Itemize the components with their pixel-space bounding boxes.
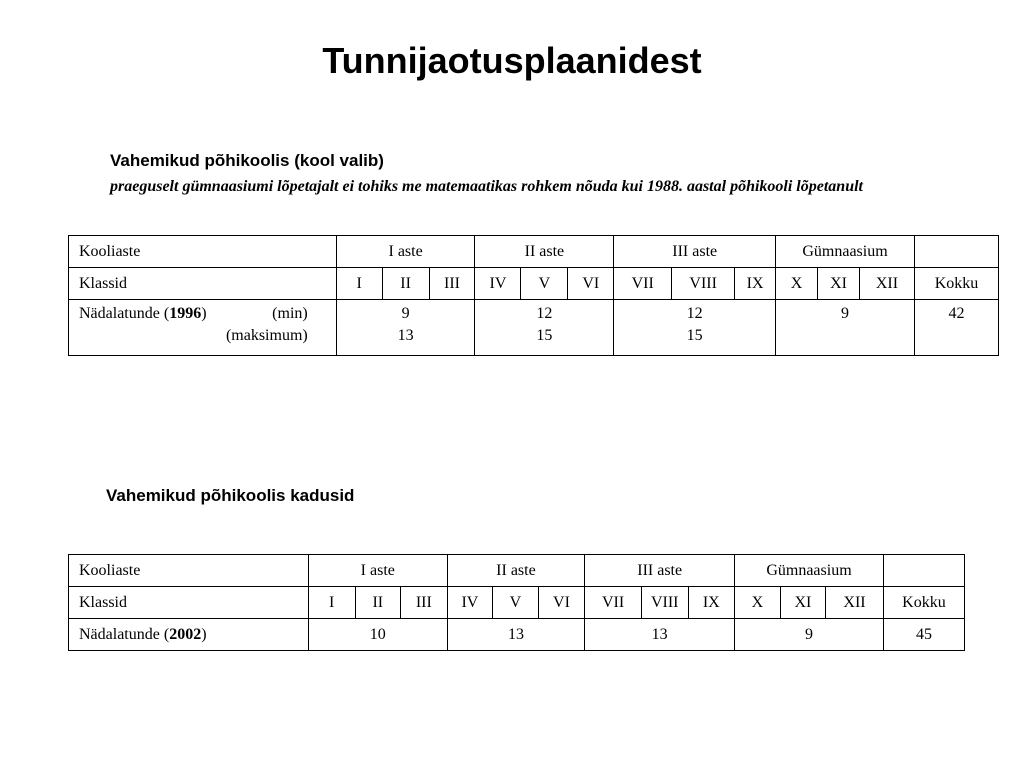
hours-range-cell: 9 13 (336, 300, 475, 356)
total-label-cell: Kokku (914, 268, 998, 300)
stage-row (69, 555, 965, 587)
class-cell: III (429, 268, 475, 300)
max-label: (maksimum) (225, 327, 308, 344)
class-cell: VII (614, 268, 672, 300)
class-cell: V (493, 587, 539, 619)
class-row (69, 587, 965, 619)
class-cell: VII (585, 587, 642, 619)
hours-label-text: Nädalatunde (1996) (79, 305, 207, 322)
stage-cell: Gümnaasium (735, 555, 884, 587)
class-cell: II (382, 268, 429, 300)
hours-total-cell: 45 (883, 619, 964, 651)
hours-year: 2002 (169, 625, 202, 643)
hours-row-label: Nädalatunde (2002) (69, 619, 309, 651)
empty-cell (883, 555, 964, 587)
hours-row (69, 619, 965, 651)
class-cell: VI (538, 587, 585, 619)
stage-cell: II aste (475, 236, 614, 268)
stage-cell: I aste (336, 236, 475, 268)
hours-range-cell: 12 15 (475, 300, 614, 356)
stage-row (69, 236, 999, 268)
class-cell: XI (818, 268, 860, 300)
hours-value-cell: 13 (585, 619, 735, 651)
page-title: Tunnijaotusplaanidest (322, 40, 702, 81)
class-cell: VI (568, 268, 614, 300)
hours-value-cell: 13 (447, 619, 585, 651)
stage-cell: Gümnaasium (776, 236, 915, 268)
class-row-label: Klassid (69, 268, 337, 300)
hours-total-cell: 42 (914, 300, 998, 356)
hours-value-cell: 9 (735, 619, 884, 651)
hours-row-label (69, 300, 337, 356)
hours-value-cell: 10 (308, 619, 447, 651)
class-cell: IX (688, 587, 735, 619)
stage-row-label: Kooliaste (69, 555, 309, 587)
class-cell: XII (860, 268, 915, 300)
total-label-cell: Kokku (883, 587, 964, 619)
class-cell: V (521, 268, 568, 300)
section1-heading: Vahemikud põhikoolis (kool valib) (110, 151, 384, 170)
class-cell: III (401, 587, 448, 619)
hours-range-cell: 12 15 (614, 300, 776, 356)
hours-range-cell: 9 (776, 300, 915, 356)
class-row (69, 268, 999, 300)
stage-cell: III aste (614, 236, 776, 268)
class-cell: IV (475, 268, 521, 300)
class-cell: VIII (641, 587, 688, 619)
stage-cell: III aste (585, 555, 735, 587)
class-row-label: Klassid (69, 587, 309, 619)
hours-year: 1996 (169, 305, 202, 322)
min-label: (min) (272, 305, 308, 322)
section1-note: praeguselt gümnaasiumi lõpetajalt ei tohiks me matemaatikas rohkem nõuda kui 1988. aastal põhikooli lõpetanult (110, 178, 863, 195)
class-cell: I (336, 268, 382, 300)
section2-heading: Vahemikud põhikoolis kadusid (106, 486, 355, 505)
class-cell: XII (826, 587, 884, 619)
class-cell: X (735, 587, 781, 619)
class-cell: IX (735, 268, 776, 300)
class-cell: VIII (672, 268, 735, 300)
class-cell: XI (780, 587, 826, 619)
class-cell: X (776, 268, 818, 300)
class-cell: I (308, 587, 355, 619)
stage-row-label: Kooliaste (69, 236, 337, 268)
class-cell: II (355, 587, 401, 619)
stage-cell: II aste (447, 555, 585, 587)
class-cell: IV (447, 587, 493, 619)
hours-table-2002 (68, 554, 965, 651)
empty-cell (914, 236, 998, 268)
stage-cell: I aste (308, 555, 447, 587)
hours-row (69, 300, 999, 356)
hours-table-1996 (68, 235, 999, 356)
